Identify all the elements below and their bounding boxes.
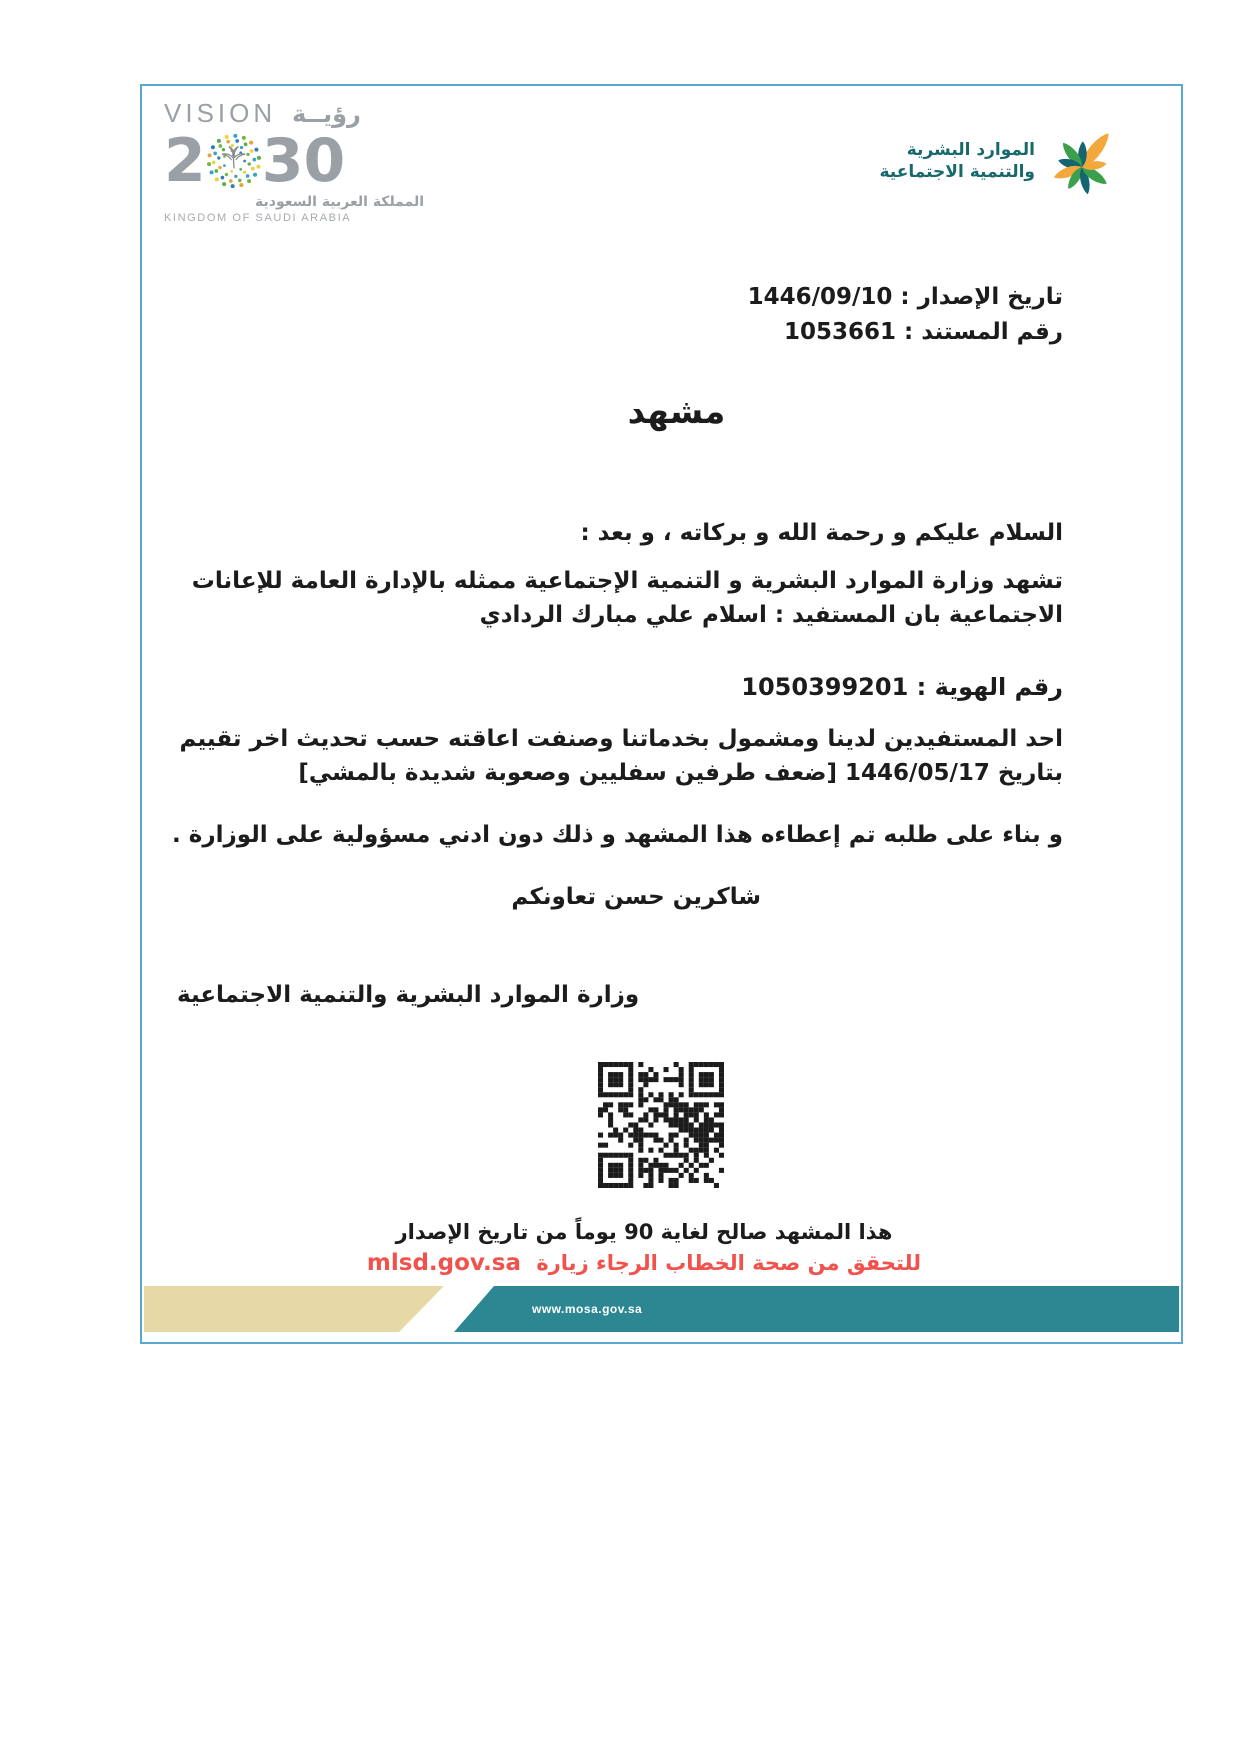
validity-line: هذا المشهد صالح لغاية 90 يوماً من تاريخ الإصدار [395, 1220, 893, 1244]
document-border [140, 84, 1183, 1344]
attestation-paragraph: تشهد وزارة الموارد البشرية و التنمية الإجتماعية ممثله بالإدارة العامة للإعانات الاجتماعية بان المستفيد : اسلام علي مبارك الردادي [191, 568, 1063, 628]
vision-2030-year [164, 126, 424, 196]
vision-year-digits-right: 30 [261, 126, 346, 196]
document-title: مشهد [627, 392, 726, 432]
doc-number-line: رقم المستند : 1053661 [784, 319, 1063, 345]
qr-code [598, 1062, 724, 1188]
kingdom-name-ar: المملكة العربية السعودية [255, 194, 424, 210]
vision-2030-logo [164, 98, 424, 224]
vision-logo-text-ar: رؤيــة [292, 99, 361, 128]
ministry-starburst-icon [1041, 120, 1123, 202]
vision-year-digit-left: 2 [164, 126, 206, 196]
ministry-signature-line: وزارة الموارد البشرية والتنمية الاجتماعية [177, 982, 640, 1008]
verification-url: mlsd.gov.sa [366, 1250, 521, 1276]
greeting-line: السلام عليكم و رحمة الله و بركاته ، و بعد : [580, 520, 1063, 546]
verification-text: للتحقق من صحة الخطاب الرجاء زيارة [536, 1251, 922, 1275]
footer-website-url: www.mosa.gov.sa [532, 1302, 643, 1316]
document-meta [748, 280, 1063, 350]
disability-paragraph: احد المستفيدين لدينا ومشمول بخدماتنا وصنفت اعاقته حسب تحديث اخر تقييم بتاريخ 1446/05/17 [ضعف طرفين سفليين وصعوبة شديدة بالمشي] [179, 726, 1063, 786]
footer-strip-beige-shape [144, 1286, 444, 1332]
kingdom-name-en: KINGDOM OF SAUDI ARABIA [164, 212, 352, 224]
vision-logo-text-en: VISION [164, 98, 277, 128]
ministry-logo [879, 120, 1123, 202]
ministry-name-line2: والتنمية الاجتماعية [879, 162, 1035, 182]
id-number-line: رقم الهوية : 1050399201 [741, 673, 1063, 701]
footer-strip [144, 1286, 1179, 1332]
ministry-name [879, 139, 1035, 183]
issue-date-line: تاريخ الإصدار : 1446/09/10 [747, 284, 1063, 310]
ministry-name-line1: الموارد البشرية [906, 139, 1035, 160]
vision-2030-emblem-icon [205, 132, 263, 190]
issuance-paragraph: و بناء على طلبه تم إعطاءه هذا المشهد و ذلك دون ادني مسؤولية على الوزارة . [172, 822, 1063, 848]
vision-logo-top-row [164, 98, 424, 129]
thanks-line: شاكرين حسن تعاونكم [511, 884, 761, 910]
verification-line [142, 1250, 1146, 1276]
